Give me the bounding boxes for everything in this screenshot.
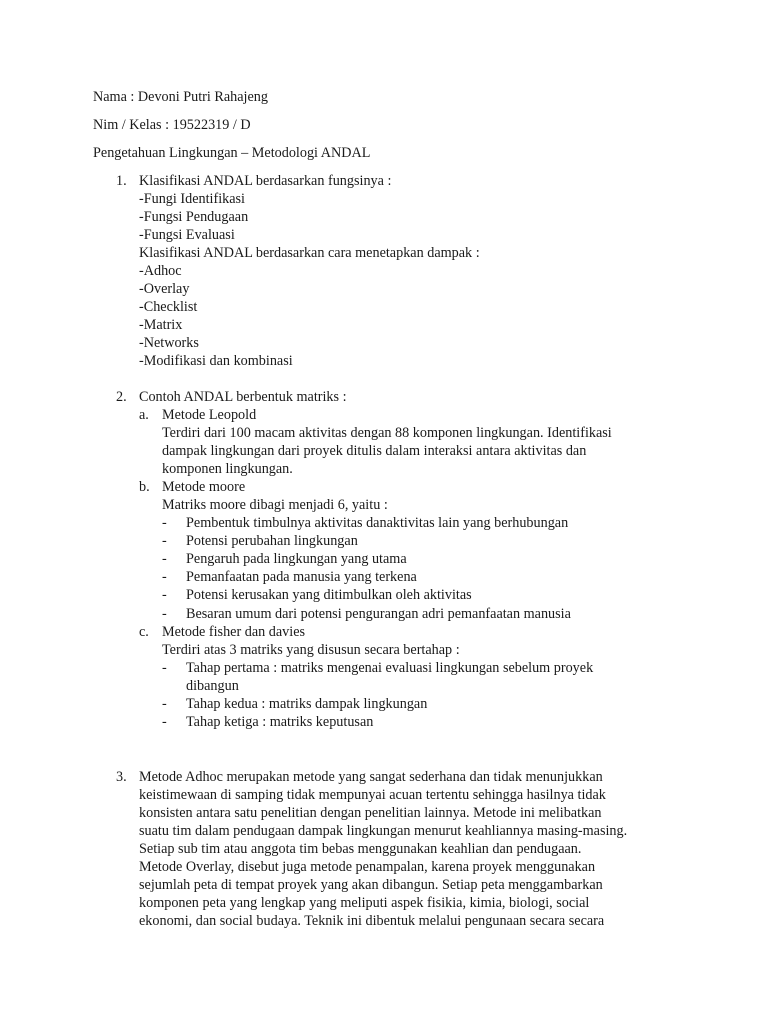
fisher-bullet-continuation: dibangun: [186, 678, 239, 694]
moore-intro: Matriks moore dibagi menjadi 6, yaitu :: [162, 497, 388, 513]
leopold-line: komponen lingkungan.: [162, 461, 293, 477]
list-number-3: 3.: [116, 769, 127, 785]
dash-bullet: -: [162, 714, 167, 730]
item1-line: -Networks: [139, 335, 199, 351]
item3-line: ekonomi, dan social budaya. Teknik ini dibentuk melalui pengunaan secara secara: [139, 913, 605, 929]
item3-line: keistimewaan di samping tidak mempunyai acuan tertentu sehingga hasilnya tidak: [139, 787, 606, 803]
sublist-marker-a: a.: [139, 407, 149, 423]
fisher-bullet: Tahap ketiga : matriks keputusan: [186, 714, 374, 730]
dash-bullet: -: [162, 551, 167, 567]
item3-line: Metode Adhoc merupakan metode yang sangat sederhana dan tidak menunjukkan: [139, 769, 603, 785]
dash-bullet: -: [162, 587, 167, 603]
item3-line: Metode Overlay, disebut juga metode penampalan, karena proyek menggunakan: [139, 859, 596, 875]
item1-line: -Checklist: [139, 299, 198, 315]
dash-bullet: -: [162, 660, 167, 676]
sublist-marker-b: b.: [139, 479, 150, 495]
item1-line: -Adhoc: [139, 263, 182, 279]
item1-line: -Matrix: [139, 317, 183, 333]
dash-bullet: -: [162, 606, 167, 622]
item1-line: Klasifikasi ANDAL berdasarkan cara menetapkan dampak :: [139, 245, 480, 261]
dash-bullet: -: [162, 569, 167, 585]
fisher-bullet: Tahap pertama : matriks mengenai evaluasi lingkungan sebelum proyek: [186, 660, 594, 676]
item3-line: Setiap sub tim atau anggota tim bebas menggunakan keahlian dan pendugaan.: [139, 841, 582, 857]
dash-bullet: -: [162, 515, 167, 531]
moore-bullet: Pengaruh pada lingkungan yang utama: [186, 551, 407, 567]
fisher-bullet: Tahap kedua : matriks dampak lingkungan: [186, 696, 428, 712]
method-moore-title: Metode moore: [162, 479, 246, 495]
document-title: Pengetahuan Lingkungan – Metodologi ANDAL: [93, 145, 371, 161]
item1-line: Klasifikasi ANDAL berdasarkan fungsinya :: [139, 173, 392, 189]
dash-bullet: -: [162, 533, 167, 549]
item1-line: -Overlay: [139, 281, 190, 297]
item3-line: sejumlah peta di tempat proyek yang akan dibangun. Setiap peta menggambarkan: [139, 877, 603, 893]
method-fisher-davies-title: Metode fisher dan davies: [162, 624, 306, 640]
item2-intro: Contoh ANDAL berbentuk matriks :: [139, 389, 347, 405]
item1-line: -Modifikasi dan kombinasi: [139, 353, 293, 369]
student-nim-class: Nim / Kelas : 19522319 / D: [93, 117, 251, 133]
student-name: Nama : Devoni Putri Rahajeng: [93, 89, 268, 105]
moore-bullet: Potensi kerusakan yang ditimbulkan oleh aktivitas: [186, 587, 472, 603]
leopold-line: dampak lingkungan dari proyek ditulis dalam interaksi antara aktivitas dan: [162, 443, 587, 459]
moore-bullet: Pembentuk timbulnya aktivitas danaktivitas lain yang berhubungan: [186, 515, 569, 531]
sublist-marker-c: c.: [139, 624, 149, 640]
item1-line: -Fungi Identifikasi: [139, 191, 245, 207]
fisher-intro: Terdiri atas 3 matriks yang disusun secara bertahap :: [162, 642, 460, 658]
item1-line: -Fungsi Evaluasi: [139, 227, 235, 243]
item3-line: suatu tim dalam pendugaan dampak lingkungan menurut keahliannya masing-masing.: [139, 823, 628, 839]
item3-line: komponen peta yang lengkap yang meliputi aspek fisikia, kimia, biologi, social: [139, 895, 590, 911]
moore-bullet: Potensi perubahan lingkungan: [186, 533, 358, 549]
list-number-1: 1.: [116, 173, 127, 189]
item3-line: konsisten antara satu penelitian dengan penelitian lainnya. Metode ini melibatkan: [139, 805, 602, 821]
moore-bullet: Besaran umum dari potensi pengurangan adri pemanfaatan manusia: [186, 606, 571, 622]
moore-bullet: Pemanfaatan pada manusia yang terkena: [186, 569, 417, 585]
dash-bullet: -: [162, 696, 167, 712]
method-leopold-title: Metode Leopold: [162, 407, 257, 423]
leopold-line: Terdiri dari 100 macam aktivitas dengan 88 komponen lingkungan. Identifikasi: [162, 425, 612, 441]
list-number-2: 2.: [116, 389, 127, 405]
item1-line: -Fungsi Pendugaan: [139, 209, 249, 225]
